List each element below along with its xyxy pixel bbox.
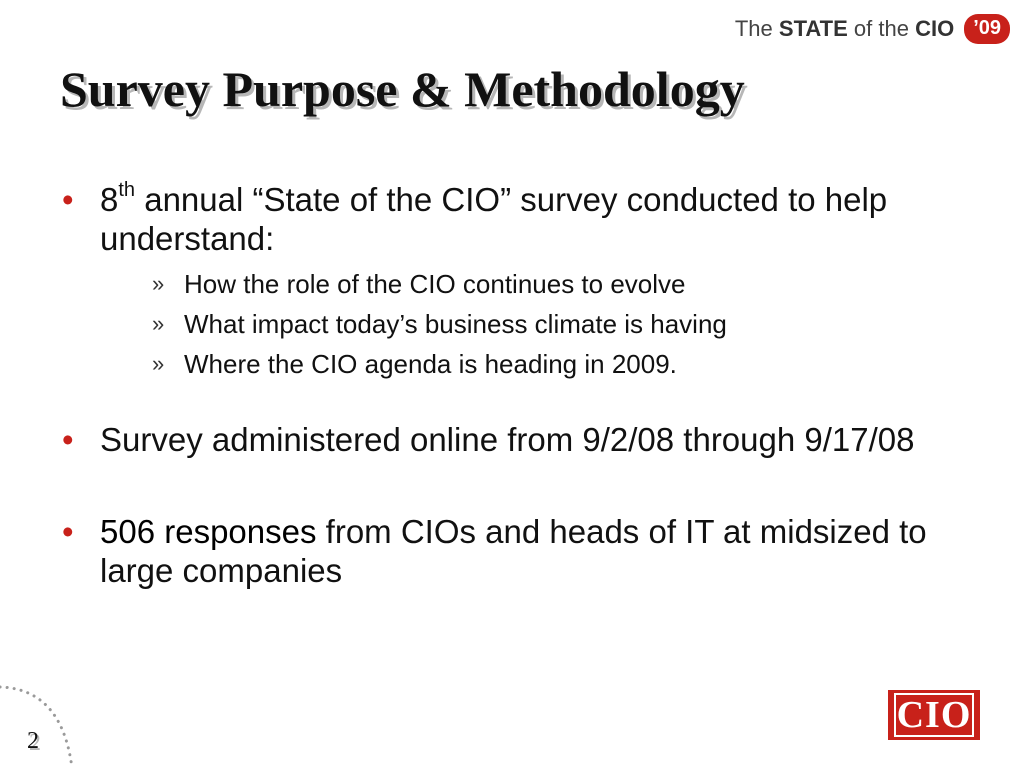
bullet-survey-purpose bbox=[62, 180, 962, 384]
sub-bullet-business-climate: » What impact today’s business climate is having bbox=[100, 304, 962, 344]
bullet-text: annual “State of the CIO” survey conducted to help understand: bbox=[100, 181, 888, 257]
responses-highlight: 506 responses bbox=[100, 513, 317, 550]
brand-year-badge: ’09 bbox=[964, 14, 1010, 44]
cio-logo bbox=[888, 690, 980, 740]
brand-cio: CIO bbox=[915, 16, 955, 41]
brand-the: The bbox=[734, 16, 773, 41]
page-number: 2 bbox=[27, 728, 39, 754]
bullet-ordinal: 8 bbox=[100, 181, 119, 218]
slide-content bbox=[62, 180, 962, 590]
bullet-ordinal-suffix: th bbox=[118, 179, 136, 201]
slide-title: Survey Purpose & Methodology bbox=[60, 61, 745, 117]
cio-logo-text: CIO bbox=[896, 694, 972, 736]
decorative-dotted-arc bbox=[0, 683, 80, 768]
bullet-text: Survey administered online from 9/2/08 through 9/17/08 bbox=[100, 421, 915, 458]
state-of-the-cio-brand bbox=[735, 14, 1010, 44]
sub-bullet-role-evolution: » How the role of the CIO continues to evolve bbox=[100, 264, 962, 304]
bullet-responses bbox=[62, 512, 962, 590]
sub-bullet-list bbox=[100, 264, 962, 384]
sub-bullet-cio-agenda: » Where the CIO agenda is heading in 2009. bbox=[100, 344, 962, 384]
bullet-survey-dates bbox=[62, 420, 962, 459]
bullet-text: from CIOs and heads of IT at midsized to large companies bbox=[100, 513, 927, 589]
brand-of-the: of the bbox=[853, 16, 909, 41]
brand-state: STATE bbox=[778, 16, 848, 41]
